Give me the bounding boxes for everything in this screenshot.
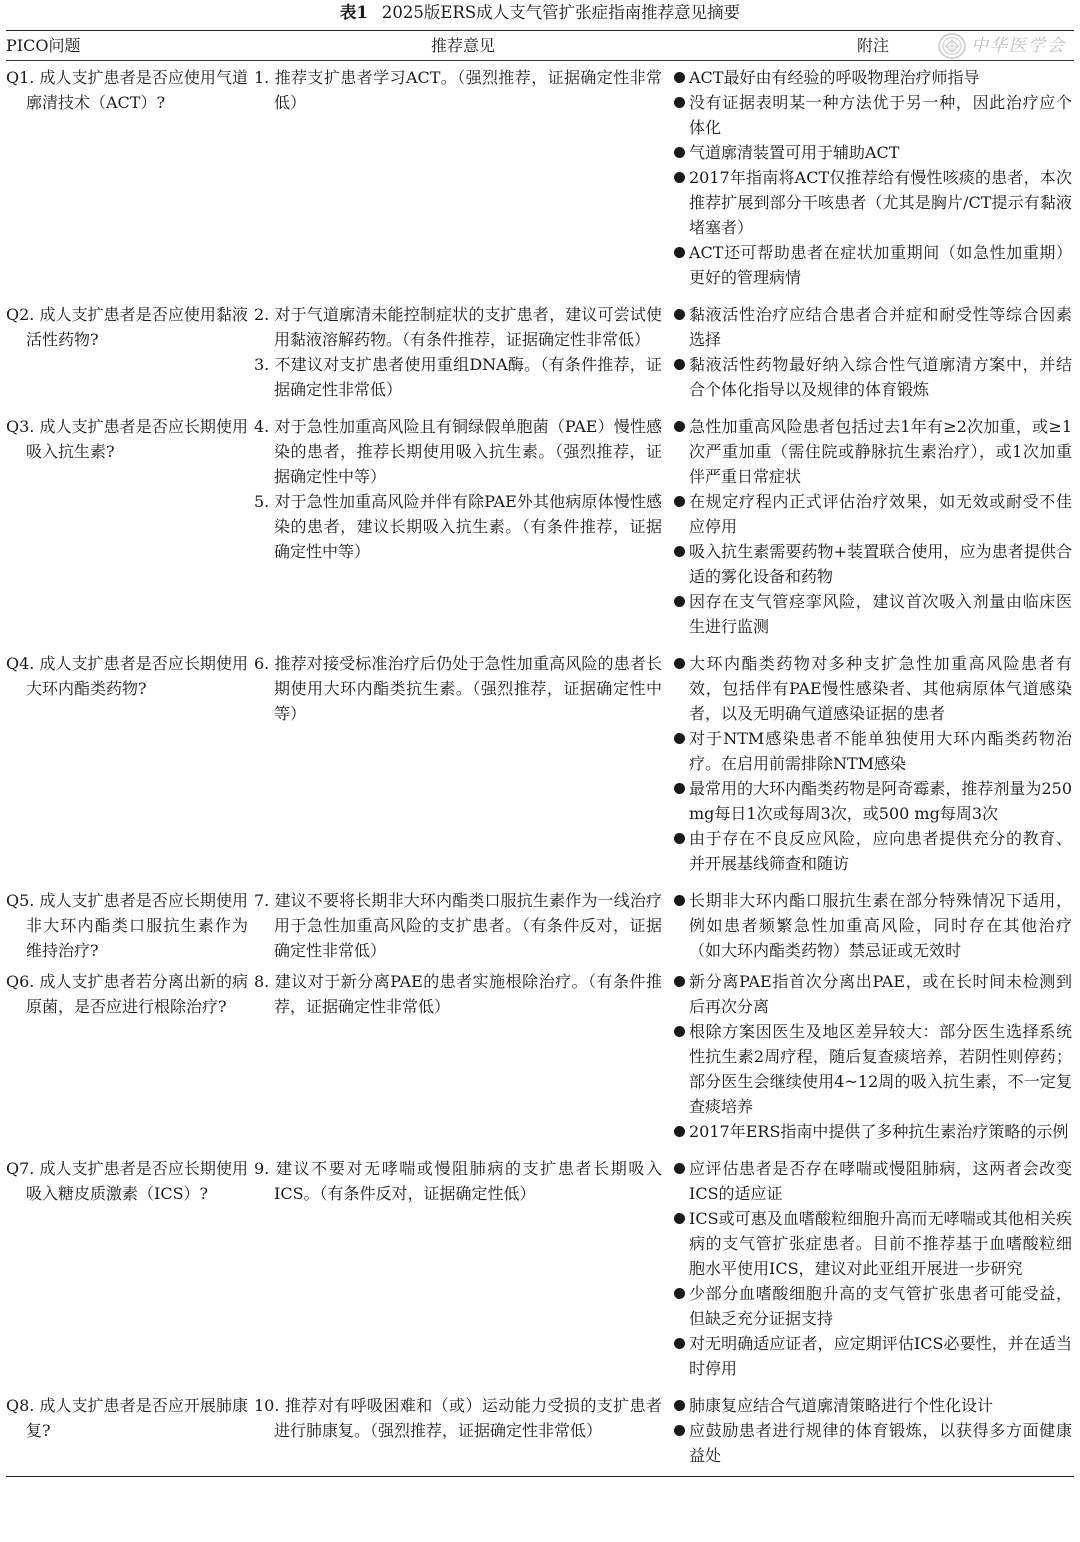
recommendation-cell (254, 1152, 672, 1389)
recommendation-cell (254, 410, 672, 647)
table-row (6, 61, 1074, 299)
recommendation-table (6, 30, 1074, 1477)
notes-cell (672, 647, 1074, 884)
recommendation-cell (254, 884, 672, 965)
table-row (6, 647, 1074, 884)
pico-question: Q2. 成人支扩患者是否应使用黏液活性药物? (6, 305, 248, 349)
note-bullet-item: 黏液活性治疗应结合患者合并症和耐受性等综合因素选择 (672, 302, 1074, 352)
notes-cell (672, 410, 1074, 647)
pico-question: Q1. 成人支扩患者是否应使用气道廓清技术（ACT）? (6, 68, 248, 112)
table-label: 表1 (339, 3, 368, 22)
pico-cell (6, 1152, 254, 1389)
notes-cell (672, 61, 1074, 299)
note-bullet-item: 吸入抗生素需要药物+装置联合使用，应为患者提供合适的雾化设备和药物 (672, 539, 1074, 589)
note-bullet-item: 最常用的大环内酯类药物是阿奇霉素，推荐剂量为250 mg每日1次或每周3次，或500 mg每周3次 (672, 776, 1074, 826)
note-bullet-item: ACT还可帮助患者在症状加重期间（如急性加重期）更好的管理病情 (672, 240, 1074, 290)
recommendation-cell (254, 647, 672, 884)
pico-cell (6, 410, 254, 647)
note-bullet-item: 新分离PAE指首次分离出PAE，或在长时间未检测到后再次分离 (672, 969, 1074, 1019)
recommendation-item: 5. 对于急性加重高风险并伴有除PAE外其他病原体慢性感染的患者，建议长期吸入抗生素。（有条件推荐，证据确定性中等） (254, 492, 662, 561)
note-bullet-item: ICS或可惠及血嗜酸粒细胞升高而无哮喘或其他相关疾病的支气管扩张症患者。目前不推荐基于血嗜酸粒细胞水平使用ICS，建议对此亚组开展进一步研究 (672, 1206, 1074, 1281)
recommendation-cell (254, 965, 672, 1152)
recommendation-cell (254, 1389, 672, 1477)
pico-cell (6, 965, 254, 1152)
recommendation-item: 9. 建议不要对无哮喘或慢阻肺病的支扩患者长期吸入ICS。（有条件反对，证据确定性低） (254, 1159, 662, 1203)
recommendation-item: 8. 建议对于新分离PAE的患者实施根除治疗。（有条件推荐，证据确定性非常低） (254, 972, 662, 1016)
pico-cell (6, 884, 254, 965)
note-bullet-item: 根除方案因医生及地区差异较大：部分医生选择系统性抗生素2周疗程，随后复查痰培养，若阴性则停药；部分医生会继续使用4~12周的吸入抗生素，不一定复查痰培养 (672, 1019, 1074, 1119)
table-row (6, 298, 1074, 410)
note-bullet-item: 2017年ERS指南中提供了多种抗生素治疗策略的示例 (672, 1119, 1074, 1144)
seal-logo-icon (937, 32, 967, 60)
pico-cell (6, 647, 254, 884)
pico-question: Q4. 成人支扩患者是否应长期使用大环内酯类药物? (6, 654, 248, 698)
watermark-text: 中华医学会 (971, 36, 1066, 56)
note-bullet-item: 应鼓励患者进行规律的体育锻炼，以获得多方面健康益处 (672, 1418, 1074, 1468)
pico-cell (6, 1389, 254, 1477)
notes-cell (672, 1389, 1074, 1477)
header-notes: 附注 (856, 35, 889, 55)
recommendation-cell (254, 298, 672, 410)
table-row (6, 884, 1074, 965)
recommendation-item: 6. 推荐对接受标准治疗后仍处于急性加重高风险的患者长期使用大环内酯类抗生素。（强烈推荐，证据确定性中等） (254, 654, 662, 723)
note-bullet-item: 黏液活性药物最好纳入综合性气道廓清方案中，并结合个体化指导以及规律的体育锻炼 (672, 352, 1074, 402)
recommendation-item: 2. 对于气道廓清未能控制症状的支扩患者，建议可尝试使用黏液溶解药物。（有条件推荐，证据确定性非常低） (254, 305, 662, 349)
note-bullet-item: ACT最好由有经验的呼吸物理治疗师指导 (672, 65, 1074, 90)
watermark (937, 32, 1066, 60)
note-bullet-item: 急性加重高风险患者包括过去1年有≥2次加重，或≥1次严重加重（需住院或静脉抗生素治疗），或1次加重伴严重日常症状 (672, 414, 1074, 489)
table-row (6, 410, 1074, 647)
note-bullet-item: 在规定疗程内正式评估治疗效果，如无效或耐受不佳应停用 (672, 489, 1074, 539)
note-bullet-item: 由于存在不良反应风险，应向患者提供充分的教育、并开展基线筛查和随访 (672, 826, 1074, 876)
table-row (6, 1389, 1074, 1477)
note-bullet-item: 气道廓清装置可用于辅助ACT (672, 140, 1074, 165)
note-bullet-item: 对于NTM感染患者不能单独使用大环内酯类药物治疗。在启用前需排除NTM感染 (672, 726, 1074, 776)
recommendation-item: 3. 不建议对支扩患者使用重组DNA酶。（有条件推荐，证据确定性非常低） (254, 355, 662, 399)
note-bullet-item: 对无明确适应证者，应定期评估ICS必要性，并在适当时停用 (672, 1331, 1074, 1381)
header-recommendation: 推荐意见 (254, 31, 672, 61)
table-header (6, 31, 1074, 61)
pico-cell (6, 61, 254, 299)
pico-question: Q7. 成人支扩患者是否应长期使用吸入糖皮质激素（ICS）? (6, 1159, 248, 1203)
note-bullet-item: 因存在支气管痉挛风险，建议首次吸入剂量由临床医生进行监测 (672, 589, 1074, 639)
header-pico: PICO问题 (6, 31, 254, 61)
table-title: 2025版ERS成人支气管扩张症指南推荐意见摘要 (381, 3, 741, 22)
recommendation-item: 4. 对于急性加重高风险且有铜绿假单胞菌（PAE）慢性感染的患者，推荐长期使用吸入抗生素。（强烈推荐，证据确定性中等） (254, 417, 662, 486)
notes-cell (672, 298, 1074, 410)
notes-cell (672, 884, 1074, 965)
table-row (6, 1152, 1074, 1389)
notes-cell (672, 965, 1074, 1152)
pico-question: Q6. 成人支扩患者若分离出新的病原菌，是否应进行根除治疗? (6, 972, 248, 1016)
note-bullet-item: 肺康复应结合气道廓清策略进行个性化设计 (672, 1393, 1074, 1418)
table-body (6, 61, 1074, 1477)
note-bullet-item: 没有证据表明某一种方法优于另一种，因此治疗应个体化 (672, 90, 1074, 140)
header-notes-cell (672, 31, 1074, 61)
recommendation-item: 10. 推荐对有呼吸困难和（或）运动能力受损的支扩患者进行肺康复。（强烈推荐，证据确定性非常低） (254, 1396, 662, 1440)
note-bullet-item: 应评估患者是否存在哮喘或慢阻肺病，这两者会改变ICS的适应证 (672, 1156, 1074, 1206)
pico-question: Q3. 成人支扩患者是否应长期使用吸入抗生素? (6, 417, 248, 461)
table-row (6, 965, 1074, 1152)
note-bullet-item: 2017年指南将ACT仅推荐给有慢性咳痰的患者，本次推荐扩展到部分干咳患者（尤其是胸片/CT提示有黏液堵塞者） (672, 165, 1074, 240)
recommendation-item: 7. 建议不要将长期非大环内酯类口服抗生素作为一线治疗用于急性加重高风险的支扩患者。（有条件反对，证据确定性非常低） (254, 891, 662, 960)
recommendation-item: 1. 推荐支扩患者学习ACT。（强烈推荐，证据确定性非常低） (254, 68, 662, 112)
table-caption (6, 0, 1074, 30)
notes-cell (672, 1152, 1074, 1389)
pico-cell (6, 298, 254, 410)
pico-question: Q8. 成人支扩患者是否应开展肺康复? (6, 1396, 248, 1440)
pico-question: Q5. 成人支扩患者是否应长期使用非大环内酯类口服抗生素作为维持治疗? (6, 891, 248, 960)
note-bullet-item: 长期非大环内酯口服抗生素在部分特殊情况下适用，例如患者频繁急性加重高风险，同时存在其他治疗（如大环内酯类药物）禁忌证或无效时 (672, 888, 1074, 963)
note-bullet-item: 少部分血嗜酸细胞升高的支气管扩张患者可能受益，但缺乏充分证据支持 (672, 1281, 1074, 1331)
note-bullet-item: 大环内酯类药物对多种支扩急性加重高风险患者有效，包括伴有PAE慢性感染者、其他病原体气道感染者，以及无明确气道感染证据的患者 (672, 651, 1074, 726)
recommendation-cell (254, 61, 672, 299)
